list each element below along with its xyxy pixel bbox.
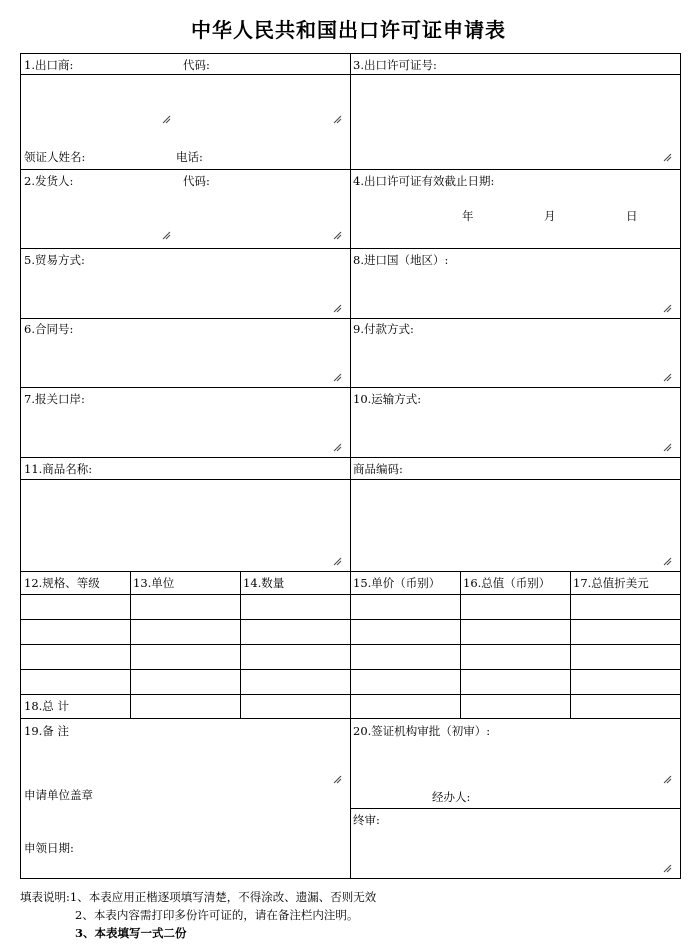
- resize-grip-icon[interactable]: [333, 557, 342, 566]
- note-line-2: 2、本表内容需打印多份许可证的，请在备注栏内注明。: [75, 908, 359, 922]
- resize-grip-icon[interactable]: [663, 443, 672, 452]
- label-final-review: 终审:: [353, 813, 380, 827]
- label-consignor-code: 代码:: [183, 174, 210, 188]
- label-approval: 20.签证机构审批（初审）:: [353, 724, 491, 738]
- label-transport-mode: 10.运输方式:: [353, 392, 422, 406]
- table-header-spec: 12.规格、等级: [24, 576, 100, 590]
- resize-grip-icon[interactable]: [663, 775, 672, 784]
- label-consignor: 2.发货人:: [24, 174, 74, 188]
- label-handler: 经办人:: [432, 790, 471, 804]
- resize-grip-icon[interactable]: [663, 864, 672, 873]
- label-day: 日: [626, 209, 638, 223]
- label-goods-name: 11.商品名称:: [24, 462, 93, 476]
- label-year: 年: [462, 209, 474, 223]
- rule: [680, 53, 681, 879]
- rule: [350, 808, 681, 809]
- resize-grip-icon[interactable]: [663, 373, 672, 382]
- resize-grip-icon[interactable]: [333, 443, 342, 452]
- resize-grip-icon[interactable]: [333, 373, 342, 382]
- table-header-total-usd: 17.总值折美元: [573, 576, 649, 590]
- resize-grip-icon[interactable]: [162, 115, 171, 124]
- table-header-quantity: 14.数量: [243, 576, 285, 590]
- label-contract-number: 6.合同号:: [24, 322, 74, 336]
- rule: [350, 53, 351, 879]
- resize-grip-icon[interactable]: [333, 775, 342, 784]
- label-remarks: 19.备 注: [24, 724, 69, 738]
- label-month: 月: [544, 209, 556, 223]
- form-title: 中华人民共和国出口许可证申请表: [191, 18, 506, 42]
- label-exporter-code: 代码:: [183, 58, 210, 72]
- label-trade-mode: 5.贸易方式:: [24, 253, 85, 267]
- rule: [460, 571, 461, 719]
- label-phone: 电话:: [176, 150, 203, 164]
- label-import-country: 8.进口国（地区）:: [353, 253, 449, 267]
- label-goods-code: 商品编码:: [353, 462, 403, 476]
- table-header-total-value: 16.总值（币别）: [463, 576, 551, 590]
- label-apply-date: 申领日期:: [24, 841, 74, 855]
- resize-grip-icon[interactable]: [663, 153, 672, 162]
- rule: [130, 571, 131, 719]
- resize-grip-icon[interactable]: [333, 304, 342, 313]
- label-exporter: 1.出口商:: [24, 58, 74, 72]
- label-license-number: 3.出口许可证号:: [353, 58, 437, 72]
- resize-grip-icon[interactable]: [333, 115, 342, 124]
- resize-grip-icon[interactable]: [333, 231, 342, 240]
- rule: [240, 571, 241, 719]
- rule: [570, 571, 571, 719]
- note-line-3: 3、本表填写一式二份: [75, 926, 187, 940]
- resize-grip-icon[interactable]: [162, 231, 171, 240]
- table-header-unit-price: 15.单价（币别）: [353, 576, 441, 590]
- label-applicant-seal: 申请单位盖章: [24, 788, 93, 802]
- label-expiry-date: 4.出口许可证有效截止日期:: [353, 174, 495, 188]
- resize-grip-icon[interactable]: [663, 557, 672, 566]
- label-total: 18.总 计: [24, 699, 69, 713]
- label-customs-port: 7.报关口岸:: [24, 392, 85, 406]
- rule: [20, 53, 21, 879]
- note-line-1: 填表说明:1、本表应用正楷逐项填写清楚，不得涂改、遗漏、否则无效: [20, 890, 377, 904]
- label-payment-method: 9.付款方式:: [353, 322, 414, 336]
- resize-grip-icon[interactable]: [663, 304, 672, 313]
- label-recipient-name: 领证人姓名:: [24, 150, 86, 164]
- table-header-unit: 13.单位: [133, 576, 175, 590]
